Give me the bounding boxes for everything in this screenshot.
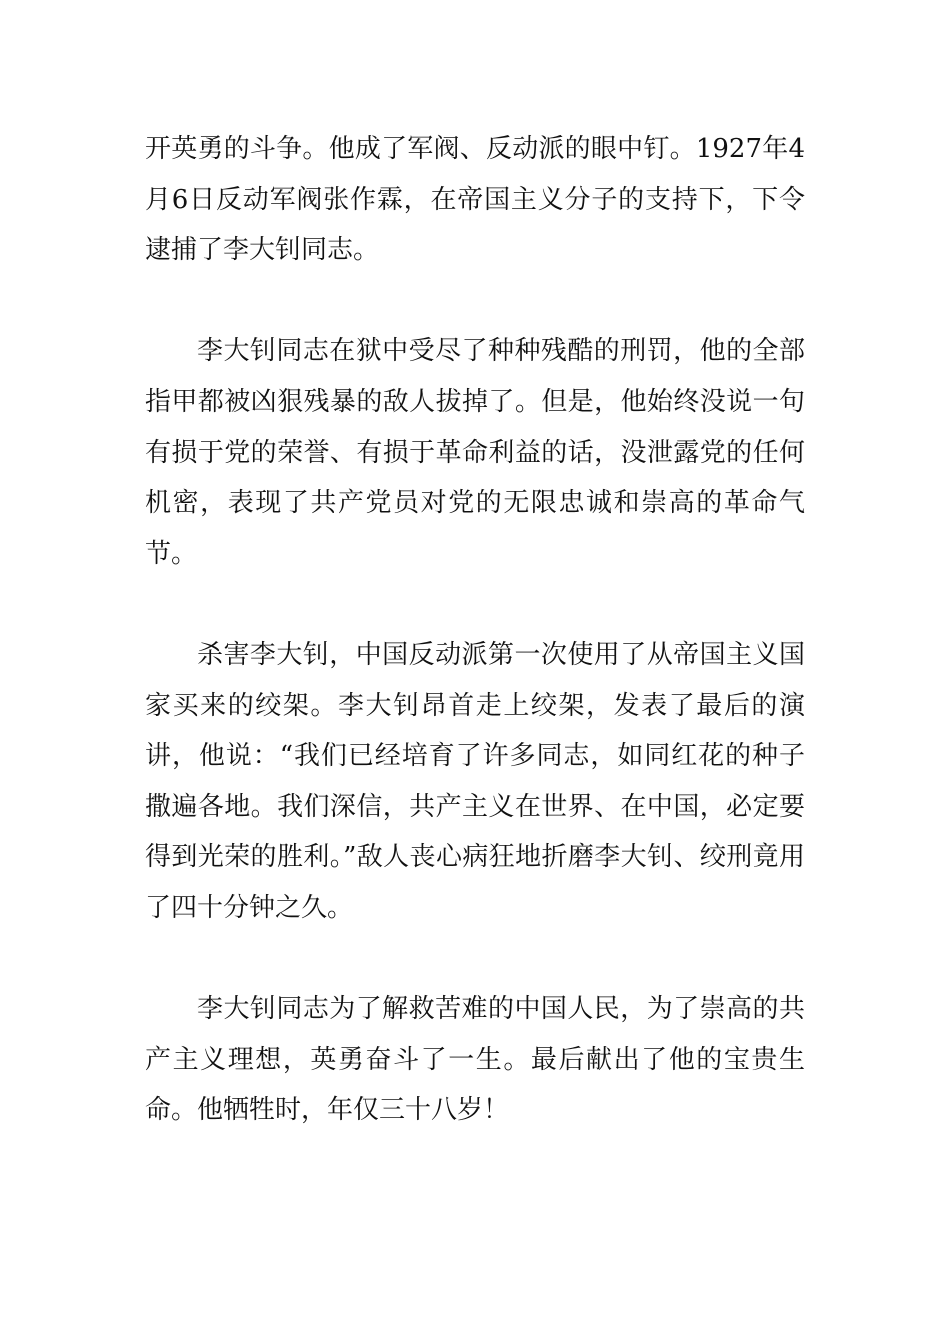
paragraph-3: 杀害李大钊，中国反动派第一次使用了从帝国主义国家买来的绞架。李大钊昂首走上绞架，发表了最后的演讲，他说：“我们已经培育了许多同志，如同红花的种子撒遍各地。我们深信，共产主义在世界、在中国，必定要得到光荣的胜利。”敌人丧心病狂地折磨李大钊、绞刑竟用了四十分钟之久。 [145, 639, 805, 923]
paragraph-2: 李大钊同志在狱中受尽了种种残酷的刑罚，他的全部指甲都被凶狠残暴的敌人拔掉了。但是，他始终没说一句有损于党的荣誉、有损于革命利益的话，没泄露党的任何机密，表现了共产党员对党的无限忠诚和崇高的革命气节。 [145, 336, 805, 569]
paragraph-4: 李大钊同志为了解救苦难的中国人民，为了崇高的共产主义理想，英勇奋斗了一生。最后献出了他的宝贵生命。他牺牲时，年仅三十八岁！ [145, 994, 805, 1126]
document-page [145, 124, 805, 1186]
paragraph-1: 开英勇的斗争。他成了军阀、反动派的眼中钉。1927年4月6日反动军阀张作霖，在帝国主义分子的支持下，下令逮捕了李大钊同志。 [145, 134, 805, 266]
